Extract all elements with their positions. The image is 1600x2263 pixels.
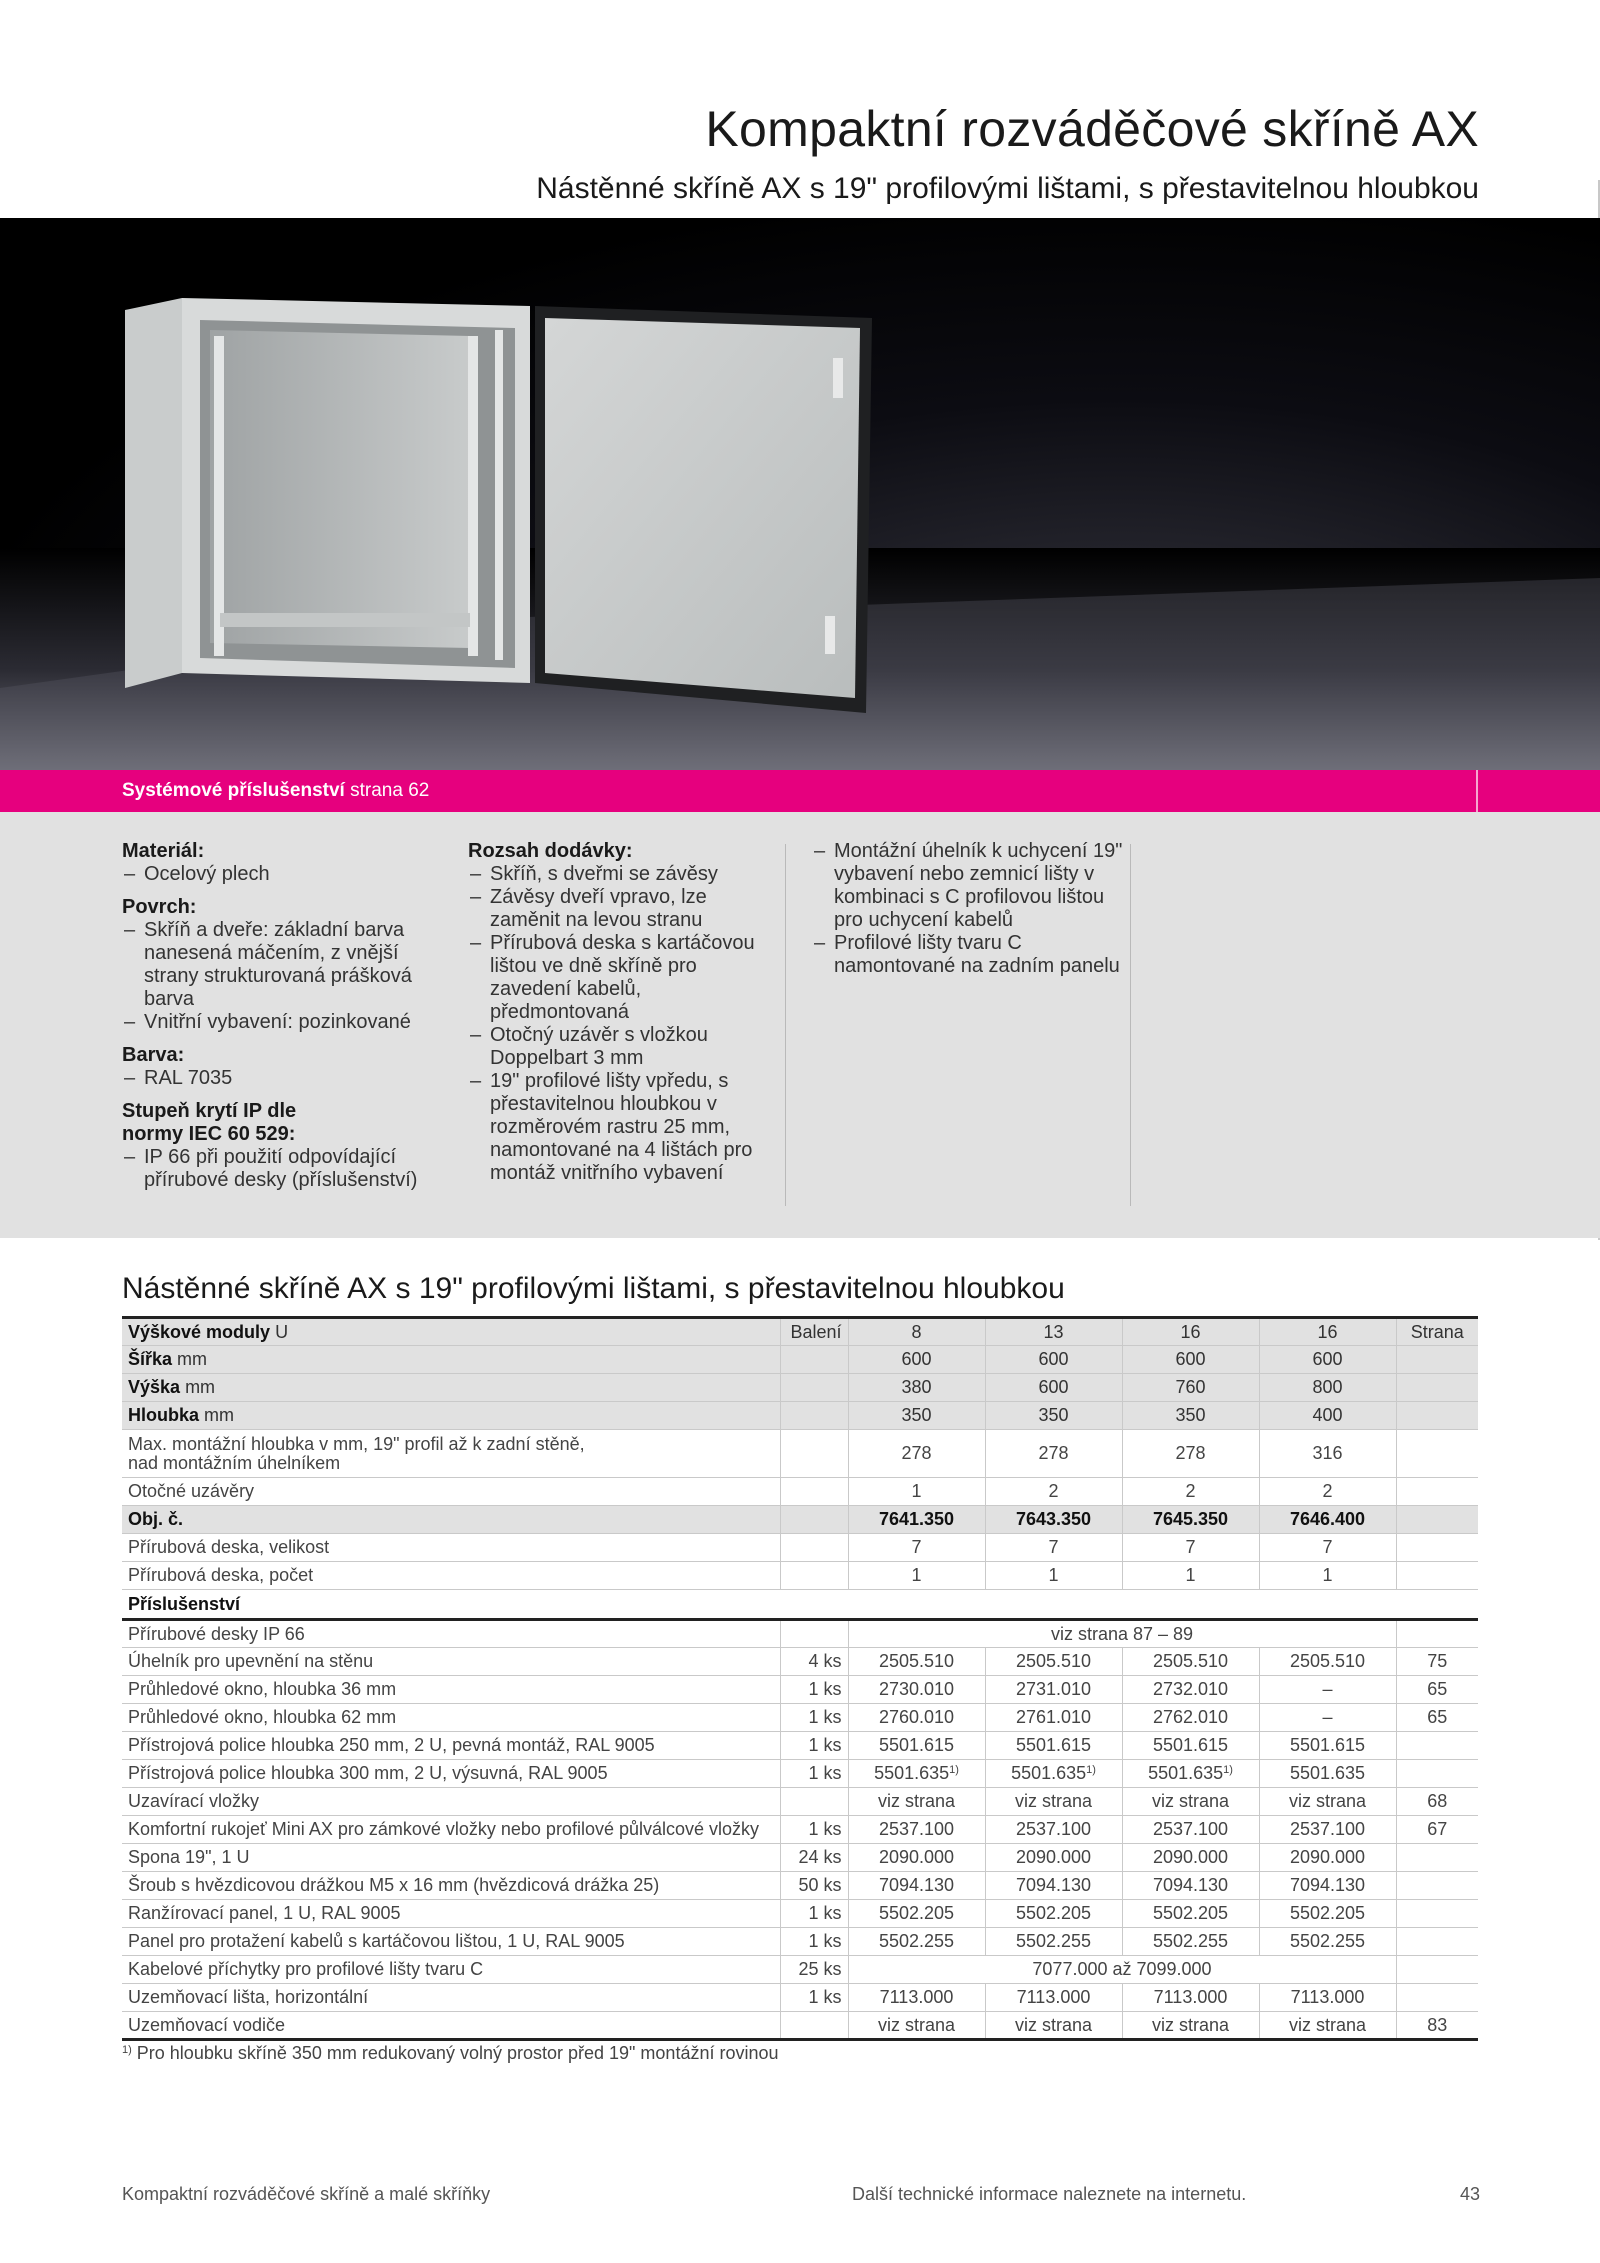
footnote: $^{1)}$ Pro hloubku skříně 350 mm redukovaný volný prostor před 19" montážní rovinou bbox=[122, 2043, 779, 2063]
accessory-pack: 24 ks bbox=[780, 1844, 848, 1872]
accessory-row bbox=[122, 1648, 1478, 1676]
accessory-label: Průhledové okno, hloubka 36 mm bbox=[122, 1676, 780, 1704]
spec-heading: Rozsah dodávky: bbox=[468, 840, 633, 862]
spec-item: – 19" profilové lišty vpředu, s přestavitelnou hloubkou v rozměrovém rastru 25 mm, namontované na 4 lištách pro montáž vnitřního vybavení bbox=[468, 1070, 780, 1185]
accessory-order-number: 2090.000 bbox=[1259, 1844, 1396, 1872]
footer-note: Další technické informace naleznete na internetu. bbox=[852, 2184, 1247, 2204]
accessories-heading: Příslušenství bbox=[122, 1590, 1478, 1620]
accessory-pack: 1 ks bbox=[780, 1928, 848, 1956]
table-title: Nástěnné skříně AX s 19" profilovými lištami, s přestavitelnou hloubkou bbox=[122, 1272, 1065, 1305]
accessory-row bbox=[122, 1928, 1478, 1956]
accessory-label: Šroub s hvězdicovou drážkou M5 x 16 mm (hvězdicová drážka 25) bbox=[122, 1872, 780, 1900]
spec-heading: Stupeň krytí IP dle normy IEC 60 529: bbox=[122, 1100, 297, 1145]
accessory-order-number: 5501.615 bbox=[848, 1732, 985, 1760]
accessory-order-number: 2730.010 bbox=[848, 1676, 985, 1704]
system-accessories-link[interactable]: Systémové příslušenství strana 62 bbox=[122, 780, 430, 801]
accessory-order-number: viz strana bbox=[985, 1788, 1122, 1816]
accessory-row bbox=[122, 1816, 1478, 1844]
accessory-order-number: 2537.100 bbox=[985, 1816, 1122, 1844]
order-number-row: Obj. č. 7641.350 7643.350 7645.350 7646.400 bbox=[122, 1506, 1478, 1534]
accessory-order-number: 2537.100 bbox=[848, 1816, 985, 1844]
accessory-row bbox=[122, 1844, 1478, 1872]
accessories-body bbox=[122, 1620, 1478, 2040]
specification-panel bbox=[0, 812, 1600, 1238]
accessory-order-number: 2537.100 bbox=[1259, 1816, 1396, 1844]
spec-item: – Montážní úhelník k uchycení 19" vybavení nebo zemnicí lišty v kombinaci s C profilovou lištou pro uchycení kabelů bbox=[812, 840, 1130, 932]
spec-heading: Barva: bbox=[122, 1044, 185, 1066]
accessory-order-number: 5501.635$^{1)}$ bbox=[848, 1760, 985, 1788]
accessory-order-number: 5502.255 bbox=[985, 1928, 1122, 1956]
accessory-order-number: 2731.010 bbox=[985, 1676, 1122, 1704]
accessory-pack: 50 ks bbox=[780, 1872, 848, 1900]
accessory-row bbox=[122, 1620, 1478, 1648]
accessory-label: Přístrojová police hloubka 300 mm, 2 U, výsuvná, RAL 9005 bbox=[122, 1760, 780, 1788]
accessory-page bbox=[1396, 1956, 1478, 1984]
accessory-order-number: 2090.000 bbox=[1122, 1844, 1259, 1872]
column-divider bbox=[1130, 844, 1131, 1206]
accessory-pack bbox=[780, 2012, 848, 2040]
accessory-page bbox=[1396, 1984, 1478, 2012]
accessory-order-number: 2537.100 bbox=[1122, 1816, 1259, 1844]
spec-item: – Vnitřní vybavení: pozinkované bbox=[122, 1011, 452, 1034]
accessory-page: 83 bbox=[1396, 2012, 1478, 2040]
accessory-order-number: – bbox=[1259, 1704, 1396, 1732]
accessory-order-number: viz strana bbox=[985, 2012, 1122, 2040]
footer-section-title: Kompaktní rozváděčové skříně a malé skříňky bbox=[122, 2184, 491, 2204]
accessory-order-number: viz strana bbox=[1259, 2012, 1396, 2040]
table-row: Hloubka mm 350 350 350 400 bbox=[122, 1402, 1478, 1430]
accessory-page bbox=[1396, 1760, 1478, 1788]
accessory-reference: viz strana 87 – 89 bbox=[848, 1620, 1396, 1648]
accessory-label: Panel pro protažení kabelů s kartáčovou lištou, 1 U, RAL 9005 bbox=[122, 1928, 780, 1956]
product-photo bbox=[0, 218, 1600, 770]
accessory-order-number: 2505.510 bbox=[1259, 1648, 1396, 1676]
accessory-page bbox=[1396, 1732, 1478, 1760]
accessory-order-number: viz strana bbox=[848, 2012, 985, 2040]
accessory-order-number: 7113.000 bbox=[985, 1984, 1122, 2012]
accessory-pack: 1 ks bbox=[780, 1816, 848, 1844]
spec-item: – Přírubová deska s kartáčovou lištou ve dně skříně pro zavedení kabelů, předmontovaná bbox=[468, 932, 780, 1024]
spec-column-1 bbox=[122, 840, 452, 1192]
product-table bbox=[122, 1316, 1478, 2041]
enclosure-illustration bbox=[0, 218, 1600, 770]
bar-divider bbox=[1476, 770, 1478, 812]
accessory-row bbox=[122, 1900, 1478, 1928]
accessory-row bbox=[122, 1732, 1478, 1760]
accessory-page bbox=[1396, 1900, 1478, 1928]
accessory-label: Komfortní rukojeť Mini AX pro zámkové vložky nebo profilové půlválcové vložky bbox=[122, 1816, 780, 1844]
accessory-order-number: 5502.205 bbox=[848, 1900, 985, 1928]
accessory-label: Uzavírací vložky bbox=[122, 1788, 780, 1816]
accessory-order-number: 2762.010 bbox=[1122, 1704, 1259, 1732]
accessory-order-number: viz strana bbox=[848, 1788, 985, 1816]
accessory-order-number: 5502.205 bbox=[1122, 1900, 1259, 1928]
accessory-pack: 1 ks bbox=[780, 1900, 848, 1928]
accessory-row bbox=[122, 1788, 1478, 1816]
order-number: 7643.350 bbox=[985, 1506, 1122, 1534]
accessory-pack: 1 ks bbox=[780, 1984, 848, 2012]
accessory-order-number: 2760.010 bbox=[848, 1704, 985, 1732]
accessory-order-number: 5501.635 bbox=[1259, 1760, 1396, 1788]
column-divider bbox=[785, 844, 786, 1206]
accessory-label: Uzemňovací vodiče bbox=[122, 2012, 780, 2040]
accessory-label: Spona 19", 1 U bbox=[122, 1844, 780, 1872]
spec-item: – Závěsy dveří vpravo, lze zaměnit na levou stranu bbox=[468, 886, 780, 932]
accessory-order-number: 7094.130 bbox=[1122, 1872, 1259, 1900]
accessory-label: Přístrojová police hloubka 250 mm, 2 U, pevná montáž, RAL 9005 bbox=[122, 1732, 780, 1760]
spec-heading: Materiál: bbox=[122, 840, 205, 862]
accessory-page: 68 bbox=[1396, 1788, 1478, 1816]
accessory-row bbox=[122, 1872, 1478, 1900]
accessory-page bbox=[1396, 1928, 1478, 1956]
accessory-order-number: 7113.000 bbox=[848, 1984, 985, 2012]
accessory-order-number: 7094.130 bbox=[985, 1872, 1122, 1900]
accessory-pack: 25 ks bbox=[780, 1956, 848, 1984]
accessory-label: Kabelové příchytky pro profilové lišty tvaru C bbox=[122, 1956, 780, 1984]
accessory-label: Přírubové desky IP 66 bbox=[122, 1620, 780, 1648]
accessory-order-number: 7113.000 bbox=[1259, 1984, 1396, 2012]
accessory-order-number: 5501.615 bbox=[985, 1732, 1122, 1760]
accessory-row bbox=[122, 2012, 1478, 2040]
system-accessories-bar bbox=[0, 770, 1600, 812]
accessory-order-number: 5502.255 bbox=[1259, 1928, 1396, 1956]
spec-column-2 bbox=[468, 840, 780, 1185]
spec-item: – Otočný uzávěr s vložkou Doppelbart 3 mm bbox=[468, 1024, 780, 1070]
spec-item: – Ocelový plech bbox=[122, 863, 452, 886]
accessory-row bbox=[122, 1704, 1478, 1732]
accessory-order-number: 5502.205 bbox=[1259, 1900, 1396, 1928]
accessory-order-number: 5501.635$^{1)}$ bbox=[985, 1760, 1122, 1788]
accessory-order-number: 5501.635$^{1)}$ bbox=[1122, 1760, 1259, 1788]
accessory-row bbox=[122, 1676, 1478, 1704]
table-row: Šířka mm 600 600 600 600 bbox=[122, 1346, 1478, 1374]
accessory-order-number: 5501.615 bbox=[1259, 1732, 1396, 1760]
accessory-label: Úhelník pro upevnění na stěnu bbox=[122, 1648, 780, 1676]
table-row: Výškové moduly U Balení 8 13 16 16 Strana bbox=[122, 1318, 1478, 1346]
accessory-label: Uzemňovací lišta, horizontální bbox=[122, 1984, 780, 2012]
table-row: Přírubová deska, velikost 7 7 7 7 bbox=[122, 1534, 1478, 1562]
order-number: 7641.350 bbox=[848, 1506, 985, 1534]
accessory-order-number: 7094.130 bbox=[848, 1872, 985, 1900]
spec-item: – Skříň, s dveřmi se závěsy bbox=[468, 863, 780, 886]
accessory-order-number: 2505.510 bbox=[1122, 1648, 1259, 1676]
accessory-order-number: 7113.000 bbox=[1122, 1984, 1259, 2012]
accessory-pack: 1 ks bbox=[780, 1732, 848, 1760]
accessory-page: 67 bbox=[1396, 1816, 1478, 1844]
page-subtitle: Nástěnné skříně AX s 19" profilovými lištami, s přestavitelnou hloubkou bbox=[536, 172, 1479, 205]
table-row: Otočné uzávěry 1 2 2 2 bbox=[122, 1478, 1478, 1506]
table-row: Max. montážní hloubka v mm, 19" profil až k zadní stěně, nad montážním úhelníkem 278 278 278 316 bbox=[122, 1430, 1478, 1478]
accessory-order-number: viz strana bbox=[1259, 1788, 1396, 1816]
accessory-page: 65 bbox=[1396, 1676, 1478, 1704]
spec-item: – IP 66 při použití odpovídající přírubové desky (příslušenství) bbox=[122, 1146, 452, 1192]
accessory-page: 65 bbox=[1396, 1704, 1478, 1732]
accessory-order-number: 2761.010 bbox=[985, 1704, 1122, 1732]
accessory-pack: 1 ks bbox=[780, 1760, 848, 1788]
spec-heading: Povrch: bbox=[122, 896, 197, 918]
accessory-order-number: 2505.510 bbox=[848, 1648, 985, 1676]
table-row: Přírubová deska, počet 1 1 1 1 bbox=[122, 1562, 1478, 1590]
accessory-order-number: 5502.205 bbox=[985, 1900, 1122, 1928]
accessory-label: Ranžírovací panel, 1 U, RAL 9005 bbox=[122, 1900, 780, 1928]
accessory-order-number: 5501.615 bbox=[1122, 1732, 1259, 1760]
spec-item: – RAL 7035 bbox=[122, 1067, 452, 1090]
accessory-page bbox=[1396, 1844, 1478, 1872]
accessory-row bbox=[122, 1760, 1478, 1788]
accessory-row bbox=[122, 1984, 1478, 2012]
accessory-label: Průhledové okno, hloubka 62 mm bbox=[122, 1704, 780, 1732]
accessory-pack bbox=[780, 1620, 848, 1648]
accessory-pack: 4 ks bbox=[780, 1648, 848, 1676]
accessory-order-number: viz strana bbox=[1122, 2012, 1259, 2040]
accessory-pack: 1 ks bbox=[780, 1704, 848, 1732]
accessories-heading-row bbox=[122, 1590, 1478, 1620]
accessory-order-number: 2090.000 bbox=[848, 1844, 985, 1872]
page-number: 43 bbox=[1459, 2184, 1480, 2204]
spec-item: – Profilové lišty tvaru C namontované na zadním panelu bbox=[812, 932, 1130, 978]
accessory-order-number: – bbox=[1259, 1676, 1396, 1704]
accessory-pack bbox=[780, 1788, 848, 1816]
accessory-reference: 7077.000 až 7099.000 bbox=[848, 1956, 1396, 1984]
order-number: 7646.400 bbox=[1259, 1506, 1396, 1534]
accessory-order-number: 2732.010 bbox=[1122, 1676, 1259, 1704]
accessory-order-number: 2505.510 bbox=[985, 1648, 1122, 1676]
spec-item: – Skříň a dveře: základní barva nanesená máčením, z vnější strany strukturovaná prášková barva bbox=[122, 919, 432, 1011]
accessory-order-number: 5502.255 bbox=[848, 1928, 985, 1956]
accessory-order-number: viz strana bbox=[1122, 1788, 1259, 1816]
accessory-order-number: 7094.130 bbox=[1259, 1872, 1396, 1900]
accessory-page bbox=[1396, 1872, 1478, 1900]
accessory-pack: 1 ks bbox=[780, 1676, 848, 1704]
accessory-order-number: 2090.000 bbox=[985, 1844, 1122, 1872]
page-title: Kompaktní rozváděčové skříně AX bbox=[705, 101, 1479, 157]
accessory-order-number: 5502.255 bbox=[1122, 1928, 1259, 1956]
accessory-row bbox=[122, 1956, 1478, 1984]
accessory-page: 75 bbox=[1396, 1648, 1478, 1676]
table-row: Výška mm 380 600 760 800 bbox=[122, 1374, 1478, 1402]
spec-column-3 bbox=[812, 840, 1130, 978]
accessory-page bbox=[1396, 1620, 1478, 1648]
order-number: 7645.350 bbox=[1122, 1506, 1259, 1534]
